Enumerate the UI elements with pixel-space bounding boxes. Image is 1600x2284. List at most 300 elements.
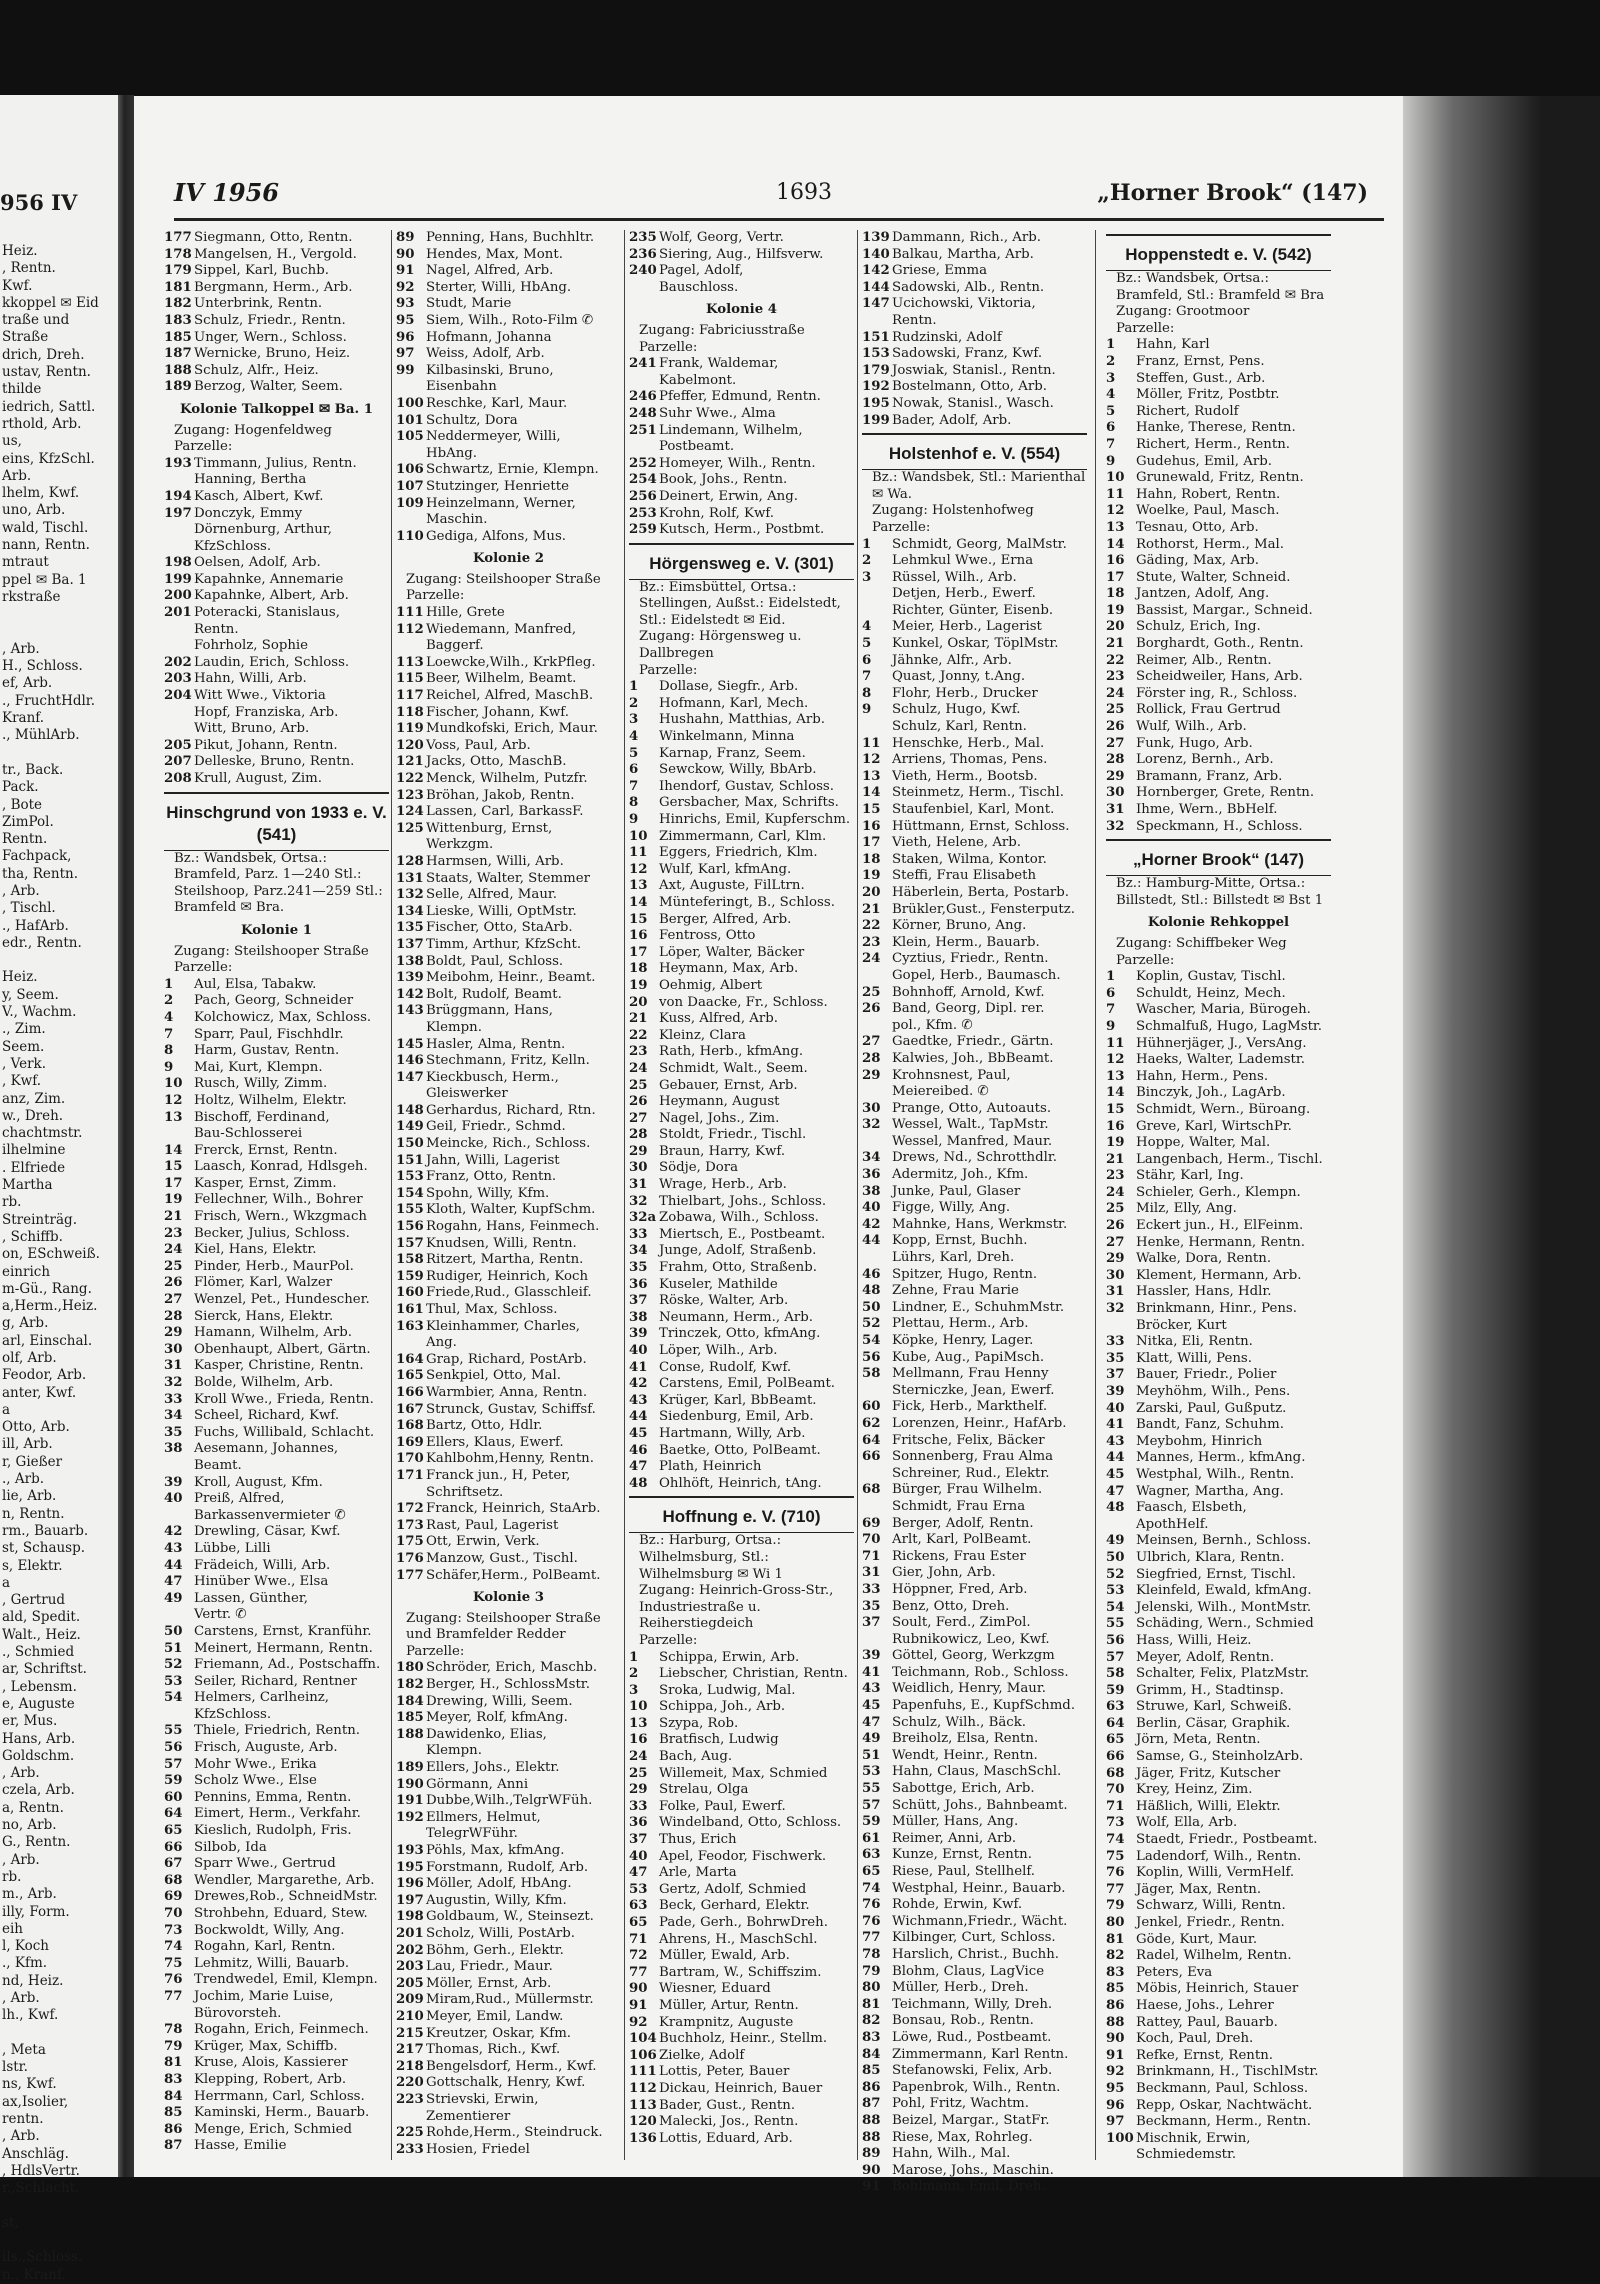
plot-number: 66: [1106, 1749, 1125, 1765]
plot-number: 1: [1106, 337, 1116, 353]
tenant-name: Eggers, Friedrich, Klm.: [659, 845, 818, 861]
plot-entry: [396, 496, 621, 513]
plot-entry: [164, 1093, 389, 1110]
tenant-name: Aesemann, Johannes,: [194, 1441, 339, 1457]
previous-page-lines: [2, 243, 100, 2284]
plot-entry: [164, 1923, 389, 1940]
plot-number: 254: [629, 472, 657, 488]
tenant-name: Repp, Oskar, Nachtwächt.: [1136, 2097, 1313, 2113]
plot-number: 33: [629, 1226, 648, 1242]
tenant-name: Herrmann, Carl, Schloss.: [194, 2088, 365, 2104]
plot-number: 57: [1106, 1649, 1125, 1665]
plot-number: 189: [396, 1760, 424, 1776]
plot-entry: [164, 1209, 389, 1226]
plot-number: 48: [862, 1283, 881, 1299]
tenant-name: Siering, Aug., Hilfsverw.: [659, 246, 824, 262]
plot-number: 149: [396, 1119, 424, 1135]
previous-page-line: ns, Kwf.: [2, 2076, 57, 2093]
tenant-name: Stutzinger, Henriette: [426, 478, 569, 494]
plot-entry: [396, 413, 621, 430]
plot-number: 5: [862, 636, 872, 652]
plot-number: 65: [164, 1823, 183, 1839]
tenant-name: Röske, Walter, Arb.: [659, 1293, 789, 1309]
plot-number: 134: [396, 903, 424, 919]
tenant-name: Carstens, Ernst, Kranführ.: [194, 1623, 372, 1639]
previous-page-line: eih: [2, 1920, 24, 1937]
plot-number: 118: [396, 704, 424, 720]
plot-entry: [862, 1167, 1087, 1184]
entry-continuation: Werkzgm.: [426, 837, 494, 853]
tenant-name: Hanke, Therese, Rentn.: [1136, 420, 1296, 436]
plot-entry: [396, 1860, 621, 1877]
tenant-name: Rüssel, Wilh., Arb.: [892, 569, 1017, 585]
plot-number: 71: [629, 1931, 648, 1947]
plot-entry: [862, 2146, 1087, 2163]
tenant-name: Knudsen, Willi, Rentn.: [426, 1235, 577, 1251]
plot-entry: [629, 1326, 854, 1343]
plot-entry: [1106, 1467, 1331, 1484]
tenant-name: Conse, Rudolf, Kwf.: [659, 1359, 792, 1375]
tenant-name: Arlt, Karl, PolBeamt.: [892, 1532, 1032, 1548]
tenant-name: Krampnitz, Auguste: [659, 2014, 794, 2030]
plot-entry: [629, 1782, 854, 1799]
plot-entry: [396, 1153, 621, 1170]
plot-entry: [396, 2059, 621, 2076]
plot-entry: [164, 379, 389, 396]
tenant-name: Beckmann, Paul, Schloss.: [1136, 2080, 1309, 2096]
plot-number: 253: [629, 505, 657, 521]
previous-page-line: ar, Schriftst.: [2, 1661, 87, 1678]
plot-number: 117: [396, 688, 424, 704]
plot-number: 201: [396, 1925, 424, 1941]
plot-entry: [164, 1889, 389, 1906]
tenant-name: Hofmann, Johanna: [426, 329, 552, 345]
plot-number: 197: [164, 505, 192, 521]
previous-page-line: rb.: [2, 1868, 22, 1885]
plot-entry: [164, 1408, 389, 1425]
plot-entry: [629, 506, 854, 523]
plot-entry: [862, 2013, 1087, 2030]
plot-number: 38: [164, 1441, 183, 1457]
plot-entry: [164, 489, 389, 506]
tenant-name: Siegfried, Ernst, Tischl.: [1136, 1566, 1296, 1582]
plot-entry: [164, 296, 389, 313]
tenant-name: Franck jun., H, Peter,: [426, 1467, 571, 1483]
plot-number: 122: [396, 771, 424, 786]
plot-entry: [1106, 1998, 1331, 2015]
tenant-name: Teichmann, Rob., Schloss.: [892, 1664, 1069, 1680]
plot-number: 1: [629, 679, 639, 695]
plot-number: 142: [396, 986, 424, 1002]
plot-entry: [1106, 1965, 1331, 1982]
tenant-name: Klepping, Robert, Arb.: [194, 2071, 347, 2087]
previous-page-line: m-Gü., Rang.: [2, 1280, 92, 1297]
tenant-name: Böhm, Gerh., Elektr.: [426, 1942, 564, 1958]
tenant-name: Rath, Herb., kfmAng.: [659, 1044, 804, 1060]
plot-number: 39: [629, 1326, 648, 1342]
plot-number: 29: [862, 1067, 881, 1083]
tenant-name: Müller, Herb., Dreh.: [892, 1980, 1029, 1996]
previous-page-line: m., Arb.: [2, 1886, 57, 1903]
previous-page-line: [2, 606, 100, 623]
club-info: Parzelle:: [406, 588, 465, 604]
tenant-name: Band, Georg, Dipl. rer.: [892, 1001, 1045, 1017]
entry-continuation: Rubnikowicz, Leo, Kwf.: [892, 1631, 1050, 1647]
tenant-name: Schwarz, Willi, Rentn.: [1136, 1898, 1286, 1914]
tenant-name: Drewling, Cäsar, Kwf.: [194, 1524, 341, 1540]
tenant-name: Reimer, Anni, Arb.: [892, 1830, 1017, 1846]
plot-entry: [629, 995, 854, 1012]
tenant-name: Bassist, Margar., Schneid.: [1136, 602, 1313, 618]
tenant-name: Lehmkul Wwe., Erna: [892, 553, 1034, 569]
tenant-name: Speckmann, H., Schloss.: [1136, 818, 1303, 834]
plot-entry: [164, 1475, 389, 1492]
plot-number: 100: [1106, 2130, 1134, 2146]
plot-number: 50: [862, 1299, 881, 1315]
plot-number: 97: [396, 346, 415, 362]
plot-number: 43: [1106, 1433, 1125, 1449]
tenant-name: Gottschalk, Henry, Kwf.: [426, 2075, 586, 2091]
tenant-name: Cyztius, Friedr., Rentn.: [892, 951, 1049, 967]
plot-number: 68: [164, 1872, 183, 1888]
tenant-name: Harm, Gustav, Rentn.: [194, 1043, 340, 1059]
tenant-name: Poteracki, Stanislaus,: [194, 605, 340, 621]
plot-number: 65: [629, 1915, 648, 1930]
plot-number: 28: [862, 1050, 881, 1066]
plot-entry: [1106, 520, 1331, 537]
entry-continuation: Gleiswerker: [426, 1086, 508, 1102]
plot-number: 4: [1106, 387, 1116, 403]
previous-page-line: Heiz.: [2, 969, 38, 986]
plot-number: 25: [862, 984, 881, 1000]
plot-entry: [1106, 1550, 1331, 1567]
colony-heading: Kolonie Talkoppel ✉ Ba. 1: [179, 401, 374, 417]
entry-continuation: Schmidt, Frau Erna: [892, 1498, 1026, 1514]
plot-number: 68: [1106, 1765, 1125, 1781]
previous-page-line: G., Rentn.: [2, 1834, 71, 1851]
plot-entry: [164, 506, 389, 523]
plot-entry: [1106, 553, 1331, 570]
tenant-name: Kaminski, Herm., Bauarb.: [194, 2105, 370, 2121]
plot-number: 12: [1106, 1052, 1125, 1068]
plot-number: 96: [396, 329, 415, 345]
tenant-name: Meincke, Rich., Schloss.: [426, 1136, 591, 1152]
previous-page-line: Heiz.: [2, 243, 38, 259]
tenant-name: Senkpiel, Otto, Mal.: [426, 1368, 562, 1384]
tenant-name: Jahn, Willi, Lagerist: [426, 1152, 560, 1168]
plot-number: 178: [164, 246, 192, 262]
previous-page-line: , Tischl.: [2, 900, 56, 917]
tenant-name: Struwe, Karl, Schweiß.: [1136, 1699, 1292, 1715]
plot-number: 71: [1106, 1798, 1125, 1814]
tenant-name: Rogahn, Hans, Feinmech.: [426, 1219, 600, 1235]
plot-entry: [1106, 470, 1331, 487]
plot-entry: [862, 985, 1087, 1002]
plot-number: 17: [1106, 569, 1125, 585]
plot-number: 33: [164, 1391, 183, 1407]
tenant-name: Bockwoldt, Willy, Ang.: [194, 1922, 345, 1938]
plot-entry: [1106, 653, 1331, 670]
plot-number: 181: [164, 279, 192, 295]
plot-entry: [862, 951, 1087, 968]
plot-entry: [396, 1186, 621, 1203]
plot-number: 76: [164, 1972, 183, 1988]
plot-number: 25: [629, 1077, 648, 1093]
plot-entry: [396, 1518, 621, 1535]
plot-entry: [396, 1385, 621, 1402]
previous-page-line: . Elfriede: [2, 1159, 66, 1176]
tenant-name: Schmalfuß, Hugo, LagMstr.: [1136, 1018, 1323, 1034]
tenant-name: Rogahn, Erich, Feinmech.: [194, 2022, 369, 2038]
plot-number: 10: [164, 1076, 183, 1092]
plot-entry: [396, 1136, 621, 1153]
tenant-name: Ellers, Klaus, Ewerf.: [426, 1434, 564, 1450]
tenant-name: Lindner, E., SchuhmMstr.: [892, 1299, 1065, 1315]
plot-entry: [862, 2047, 1087, 2064]
plot-entry: [1106, 1865, 1331, 1882]
tenant-name: Binczyk, Joh., LagArb.: [1136, 1085, 1286, 1101]
plot-entry: [629, 247, 854, 264]
plot-number: 91: [862, 2179, 881, 2195]
plot-number: 33: [1106, 1334, 1125, 1350]
plot-entry: [629, 1799, 854, 1816]
plot-entry: [164, 247, 389, 264]
tenant-name: Gerhardus, Richard, Rtn.: [426, 1102, 596, 1118]
club-info: Bz.: Harburg, Ortsa.: Wilhelmsburg, Stl.: Wilhelmsburg ✉ Wi 1: [639, 1533, 783, 1582]
tenant-name: Hornberger, Grete, Rentn.: [1136, 785, 1315, 801]
tenant-name: Nagel, Johs., Zim.: [659, 1110, 780, 1126]
tenant-name: Stechmann, Fritz, Kelln.: [426, 1053, 590, 1069]
plot-entry: [396, 1103, 621, 1120]
plot-number: 59: [1106, 1682, 1125, 1698]
plot-number: 40: [164, 1491, 183, 1507]
plot-entry: [629, 696, 854, 713]
plot-entry: [1106, 487, 1331, 504]
previous-page-line: [2, 624, 100, 641]
tenant-name: Adermitz, Joh., Kfm.: [892, 1167, 1029, 1183]
tenant-name: Funk, Hugo, Arb.: [1136, 735, 1253, 751]
tenant-name: Kroll Wwe., Frieda, Rentn.: [194, 1391, 374, 1407]
tenant-name: Forstmann, Rudolf, Arb.: [426, 1859, 589, 1875]
plot-entry: [862, 2063, 1087, 2080]
plot-entry: [629, 1948, 854, 1965]
plot-number: 86: [164, 2121, 183, 2137]
plot-number: 51: [862, 1747, 881, 1763]
plot-number: 49: [862, 1731, 881, 1747]
plot-entry: [1106, 1367, 1331, 1384]
plot-entry: [862, 1615, 1087, 1632]
plot-entry: [862, 1549, 1087, 1566]
plot-number: 202: [396, 1942, 424, 1958]
tenant-name: Lau, Friedr., Maur.: [426, 1959, 553, 1975]
plot-entry: [164, 1010, 389, 1027]
plot-entry: [164, 555, 389, 572]
plot-entry: [396, 904, 621, 921]
tenant-name: Kasch, Albert, Kwf.: [194, 488, 324, 504]
plot-number: 35: [1106, 1350, 1125, 1366]
plot-number: 84: [164, 2088, 183, 2104]
tenant-name: Beckmann, Herm., Rentn.: [1136, 2114, 1311, 2130]
plot-number: 179: [164, 263, 192, 279]
plot-number: 124: [396, 804, 424, 820]
tenant-name: Arle, Marta: [659, 1865, 737, 1881]
plot-entry: [164, 688, 389, 705]
tenant-name: Stähr, Karl, Ing.: [1136, 1168, 1244, 1184]
plot-number: 82: [1106, 1948, 1125, 1964]
plot-entry: [862, 1399, 1087, 1416]
tenant-name: Gertz, Adolf, Schmied: [659, 1881, 807, 1897]
plot-entry: [1106, 404, 1331, 421]
plot-entry: [396, 280, 621, 297]
plot-entry: [396, 804, 621, 821]
tenant-name: Krohnsnest, Paul,: [892, 1067, 1011, 1083]
plot-entry: [396, 738, 621, 755]
plot-entry: [629, 1343, 854, 1360]
plot-entry: [862, 1814, 1087, 1831]
plot-number: 6: [1106, 985, 1116, 1001]
previous-page-line: Martha: [2, 1177, 53, 1194]
plot-number: 158: [396, 1252, 424, 1268]
plot-number: 36: [862, 1167, 881, 1183]
plot-number: 111: [396, 605, 424, 621]
tenant-name: Klein, Herm., Bauarb.: [892, 934, 1040, 950]
plot-number: 160: [396, 1285, 424, 1301]
plot-number: 215: [396, 2025, 424, 2041]
plot-entry: [862, 935, 1087, 952]
plot-number: 53: [862, 1764, 881, 1780]
plot-entry: [1106, 1699, 1331, 1716]
plot-entry: [1106, 354, 1331, 371]
plot-number: 30: [1106, 785, 1125, 801]
tenant-name: Kasper, Ernst, Zimm.: [194, 1175, 337, 1191]
previous-page-line: ., HafArb.: [2, 917, 69, 934]
plot-entry: [629, 1011, 854, 1028]
tenant-name: Grunewald, Fritz, Rentn.: [1136, 470, 1304, 486]
tenant-name: Bengelsdorf, Herm., Kwf.: [426, 2058, 597, 2074]
plot-entry: [164, 2072, 389, 2089]
plot-entry: [862, 1117, 1087, 1134]
entry-continuation: Beamt.: [194, 1457, 242, 1473]
plot-entry: [862, 1350, 1087, 1367]
tenant-name: Siegmann, Otto, Rentn.: [194, 230, 353, 245]
plot-number: 82: [862, 2013, 881, 2029]
plot-number: 26: [629, 1094, 648, 1110]
plot-entry: [629, 423, 854, 440]
plot-number: 198: [164, 555, 192, 571]
plot-entry: [862, 902, 1087, 919]
plot-entry: [862, 570, 1087, 587]
plot-number: 154: [396, 1185, 424, 1201]
tenant-name: Pagel, Adolf,: [659, 263, 744, 279]
tenant-name: Benz, Otto, Dreh.: [892, 1598, 1010, 1614]
plot-number: 37: [862, 1615, 881, 1631]
plot-number: 198: [396, 1909, 424, 1925]
tenant-name: Meyer, Adolf, Rentn.: [1136, 1649, 1275, 1665]
previous-page-line: kkoppel ✉ Eid: [2, 294, 99, 311]
plot-number: 22: [862, 918, 881, 934]
plot-number: 128: [396, 853, 424, 869]
plot-number: 6: [629, 762, 639, 778]
tenant-name: Franck, Heinrich, StaArb.: [426, 1501, 601, 1517]
plot-entry: [396, 529, 621, 546]
tenant-name: Kilbasinski, Bruno,: [426, 362, 554, 378]
previous-page-line: Walt., Heiz.: [2, 1626, 81, 1643]
plot-number: 32: [862, 1117, 881, 1133]
tenant-name: Ulbrich, Klara, Rentn.: [1136, 1549, 1285, 1565]
plot-number: 77: [629, 1964, 648, 1980]
tenant-name: Mellmann, Frau Henny: [892, 1366, 1049, 1382]
plot-number: 78: [164, 2022, 183, 2038]
plot-entry: [862, 296, 1087, 313]
plot-entry: [629, 1932, 854, 1949]
previous-page-line: n., Kranf.: [2, 2266, 66, 2283]
tenant-name: Walke, Dora, Rentn.: [1136, 1251, 1272, 1267]
plot-number: 72: [629, 1948, 648, 1964]
plot-number: 46: [862, 1266, 881, 1282]
plot-number: 113: [396, 654, 424, 670]
plot-entry: [164, 1110, 389, 1127]
plot-number: 35: [164, 1424, 183, 1440]
tenant-name: Warmbier, Anna, Rentn.: [426, 1384, 588, 1400]
plot-entry: [164, 1176, 389, 1193]
previous-page-line: , Rentn.: [2, 260, 56, 277]
plot-entry: [1106, 1417, 1331, 1434]
plot-number: 17: [164, 1175, 183, 1191]
plot-number: 18: [1106, 586, 1125, 602]
plot-number: 12: [1106, 503, 1125, 519]
plot-number: 9: [164, 1059, 174, 1075]
plot-entry: [862, 1449, 1087, 1466]
tenant-name: Richert, Rudolf: [1136, 403, 1239, 419]
tenant-name: Siem, Wilh., Roto-Film ✆: [426, 312, 594, 328]
tenant-name: Neumann, Herm., Arb.: [659, 1309, 813, 1325]
tenant-name: Hahn, Claus, MaschSchl.: [892, 1764, 1062, 1780]
tenant-name: Lassen, Günther,: [194, 1590, 308, 1606]
plot-entry: [1106, 1085, 1331, 1102]
tenant-name: Gaedtke, Friedr., Gärtn.: [892, 1034, 1054, 1050]
plot-entry: [396, 1793, 621, 1810]
plot-number: 40: [862, 1200, 881, 1216]
tenant-name: Seiler, Richard, Rentner: [194, 1673, 357, 1689]
tenant-name: Wenzel, Pet., Hundescher.: [194, 1292, 370, 1308]
plot-entry: [396, 937, 621, 954]
plot-number: 66: [164, 1839, 183, 1855]
tenant-name: Lieske, Willi, OptMstr.: [426, 903, 577, 919]
tenant-name: Berlin, Cäsar, Graphik.: [1136, 1715, 1291, 1731]
plot-number: 151: [862, 329, 890, 345]
plot-entry: [629, 263, 854, 280]
plot-entry: [164, 1939, 389, 1956]
plot-number: 35: [629, 1260, 648, 1276]
tenant-name: Kalwies, Joh., BbBeamt.: [892, 1050, 1054, 1066]
plot-entry: [862, 769, 1087, 786]
plot-number: 85: [164, 2105, 183, 2121]
plot-entry: [396, 1992, 621, 2009]
tenant-name: Lübbe, Lilli: [194, 1540, 271, 1556]
plot-number: 41: [1106, 1417, 1125, 1433]
tenant-name: Gudehus, Emil, Arb.: [1136, 453, 1272, 469]
tenant-name: Möbis, Heinrich, Stauer: [1136, 1981, 1299, 1997]
plot-number: 13: [629, 1715, 648, 1731]
plot-number: 7: [629, 778, 639, 794]
entry-continuation: Sterniczke, Jean, Ewerf.: [892, 1382, 1055, 1398]
entry-continuation: TelegrWFühr.: [426, 1826, 518, 1842]
plot-number: 2: [164, 993, 174, 1009]
plot-entry: [629, 945, 854, 962]
tenant-name: Weidlich, Henry, Maur.: [892, 1681, 1046, 1697]
previous-page-line: , Arb.: [2, 882, 40, 899]
plot-entry: [1106, 1650, 1331, 1667]
